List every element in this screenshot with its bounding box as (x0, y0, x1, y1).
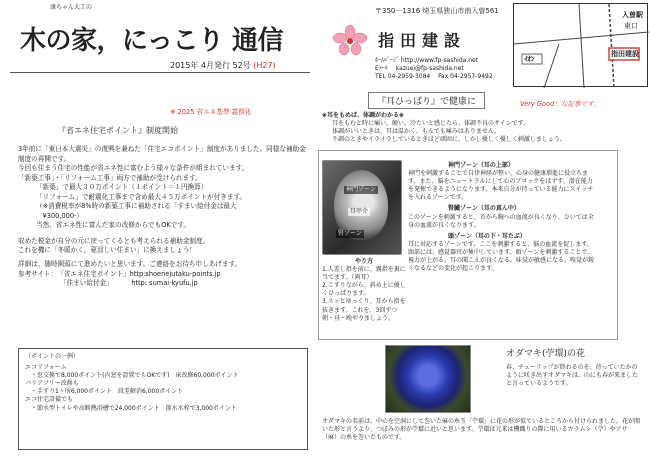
zone-text-shinmon: 神門を刺激することで自律神経が整い、心身の健康増進に役立ちます。また、脳をニュートラルにして心のブロックをはずす、潜在能力を発揮できるようになります。本来自分が持っている能力にスイッチを入れるゾーンです。 (408, 170, 594, 202)
ref-label: 参考サイト： (18, 269, 58, 278)
phone-fax: TEL 04-2959-3084 Fax 04-2957-9492 (375, 73, 493, 81)
map-aeon-label: ｲｵﾝ (524, 55, 535, 63)
map-exit-label: 東口 (624, 22, 638, 30)
paragraph: ¥300,000-） (36, 211, 84, 220)
points-item: エコリフォーム (25, 364, 67, 372)
map-station-label: 入曽駅 (622, 11, 643, 19)
ear-zone-label: 腎ゾーン (338, 230, 362, 237)
company-contact (375, 57, 493, 81)
newsletter-title: 木の家，にっこり 通信 (20, 26, 284, 56)
paragraph: 不調のときやイライラしているときほど頑固に、しかし優しく優しく刺激しましょう。 (332, 136, 566, 144)
access-map (513, 3, 648, 87)
paragraph: 今回も住まう住宅の性能が省エネ性に富むよう様々な条件が組まれています。 (18, 164, 249, 173)
paragraph: 収めた税金が自分の元に戻ってくるとも考えられる補助金制度。 (18, 236, 210, 245)
zone-text-head: 耳に対応するゾーンです。ここを刺激すると、脳の血流を促します。頭部には、感覚器官が集中しています。頭ゾーンを刺激することで、視力が上がる。耳の聞こえが良くなる。味覚が敏感になる。嗅覚が鋭くなるなどの変化が起こります。 (408, 240, 595, 273)
very-good-note: Very Good！な記事です。 (520, 100, 600, 108)
homepage-link[interactable]: ﾎｰﾑﾍﾟｰｼﾞ http://www.fp-sashida.net (375, 57, 479, 64)
zone-title-jin: 腎臓ゾーン（耳の真ん中） (448, 205, 520, 213)
ear-article-frame (318, 150, 618, 340)
ear-intro (322, 112, 640, 144)
zone-text-jin: このゾーンを刺激すると、首から胸への血流が良くなり、ひいては全身の血流が良くなります。 (408, 213, 594, 229)
brand-subtitle: 康ちゃん大工の (50, 4, 93, 11)
flower-text: 春、チューリップが終わるのを、待っていたかのように咲き出すオダマキは、山にも春が来ました と言っているようです。 (506, 364, 638, 388)
map-company-label: 指田建設 (611, 50, 639, 58)
paragraph: （※消費税率が8%時の新築工事に補助される「すまい給付金は最大 (36, 202, 237, 211)
zone-title-shinmon: 神門ゾーン（耳の上部） (448, 162, 514, 169)
email-link[interactable]: Eﾒｰﾙ kazuei@fp-sashida.net (375, 65, 464, 73)
zone-title-head: 頭ゾーン（耳の下・耳たぶ） (448, 232, 526, 240)
paragraph: 体調がいいときは、耳は温かく、もんでも痛みはありません。 (332, 128, 501, 136)
eco-standard-tag: ※ 2025 省エネ基準 義務化 (170, 108, 252, 116)
points-example-box (18, 348, 308, 450)
paragraph: 「新築工事」・「リフォーム工事」両方で補助が受けられます。 (18, 173, 202, 182)
paragraph: 耳をもむと時に痛い，硬い，冷たいと感じたら、体調不良のサインです。 (332, 120, 530, 128)
flower-footer-text: オダマキの名前は、中心を空洞にして巻いた麻の糸玉「苧環」に花の形が似ているところから付けられました。花が開いた形と言うより、つぼみの形が苧環に近いと思います。苧環は元来は機織りの際に用いるカラムシ（苧）やアサ（麻）の糸を巻いたものです。 (322, 418, 641, 442)
points-title: （ポイントの一例） (25, 353, 80, 360)
year-badge: (H27) (253, 61, 276, 70)
ear-article-title: 『耳ひっぱり』で健康に (368, 92, 485, 109)
paragraph: 「新築」で最大３０万ポイント（１ポイント＝１円換算） (36, 183, 208, 192)
flower-title: オダマキ(苧環)の花 (506, 349, 586, 359)
ref-link-sumai[interactable]: 「住まい給付金」 http: sumai-kyufu.jp (60, 279, 198, 288)
points-item: ・窓交換で8,000ポイント(内窓を設置でもOKです) 床改修60,000ポイント (31, 372, 239, 380)
flower-logo-icon (330, 24, 370, 56)
how-to-title: やり方 (354, 258, 373, 265)
company-address: 〒350－1316 埼玉県狭山市南入曽561 (375, 7, 499, 15)
paragraph: 当然、省エネ性に富んだ家の改修からでもOKです。 (36, 221, 190, 230)
issue-number: 2015年 4月発行 52号 (170, 61, 251, 70)
points-item: ・節水型トイレや高断熱浴槽で24,000ポイント 節水水栓で3,000ポイント (31, 404, 237, 412)
header-divider (10, 72, 310, 73)
how-to-step: 2.こすりながら、斜め上に優しくひっぱります。 (322, 282, 406, 298)
flower-photo (385, 345, 471, 413)
how-to-step: 3.スッとゆっくり、耳から指を抜きます。これを、3回ずつ朝・昼・晩やりましょう。 (322, 298, 406, 322)
issue-info (170, 60, 276, 71)
points-item: ・手すり1ヶ所6,000ポイント 段差解消6,000ポイント (31, 388, 184, 396)
paragraph: 3年前に「東日本大震災」の復興を兼ねた「住宅エコポイント」制度がありました。同様な補助金制度の再開です。 (18, 145, 306, 163)
points-item: エコ住宅設備でも (25, 396, 74, 404)
ear-zone-label: 神門ゾーン (346, 186, 376, 193)
ear-intro-head: ❀耳をもめば、体調がわかる❀ (322, 112, 405, 119)
ref-link-eco-points[interactable]: 「省エネ住宅ポイント」http:shoenejutaku-points.jp (57, 269, 221, 278)
how-to-step: 1.人差し指を前に、親指を裏に当てます。（両耳） (322, 266, 406, 282)
ear-zone-label: 耳甲介 (350, 208, 369, 215)
company-name: 指田建設 (378, 31, 467, 50)
paragraph: 「リフォーム」で耐震化工事まで含め最大４５万ポイントが付きます。 (36, 192, 247, 201)
paragraph: 詳細は、随時園頭にて進めたいと思います。ご連絡をお待ち申しあげます。 (18, 260, 242, 269)
paragraph: これを機に「冬暖かく，夏涼しい住まい」に換えましょう！ (18, 246, 196, 255)
points-item: バリアフリー改修も (25, 380, 79, 388)
eco-points-body (18, 145, 306, 289)
section-title-eco-points: 『省エネ住宅ポイント』制度開始 (58, 126, 178, 135)
